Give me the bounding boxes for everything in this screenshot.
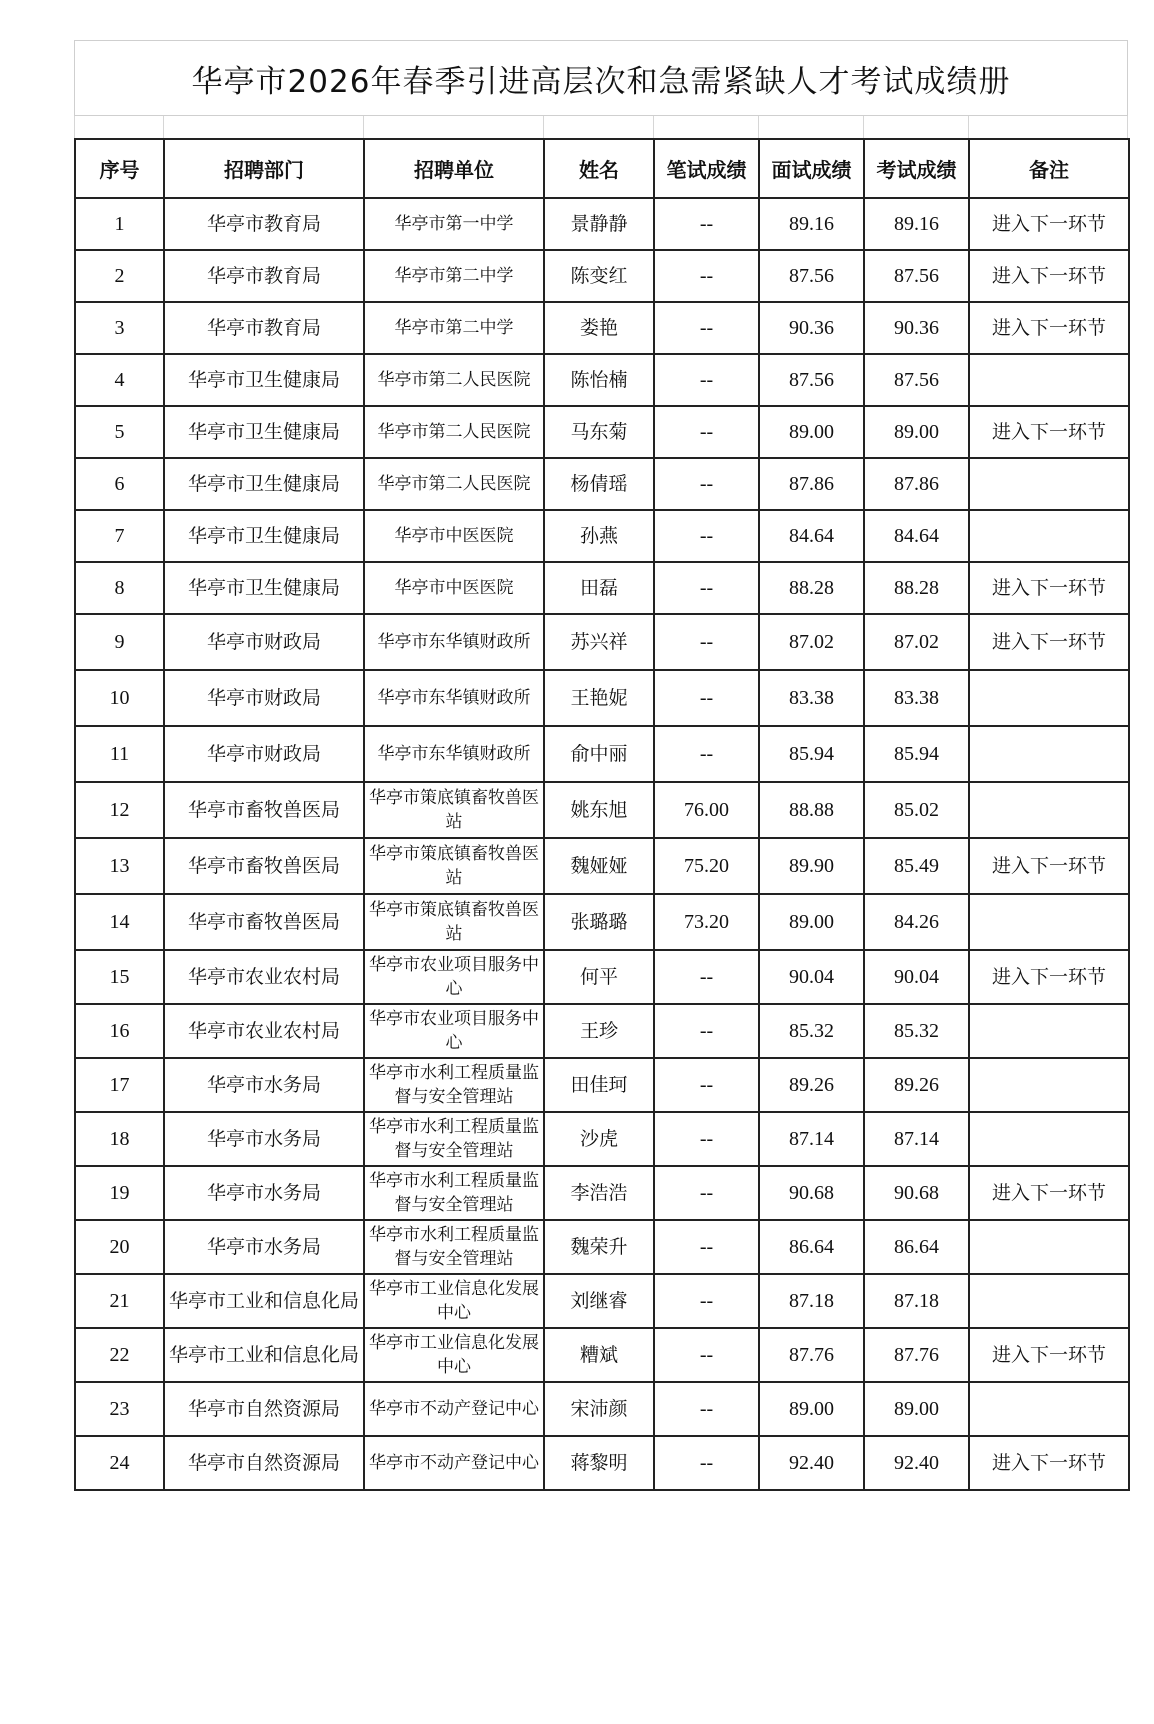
cell-note (969, 1382, 1129, 1436)
cell-note: 进入下一环节 (969, 1436, 1129, 1490)
blank-cell (758, 116, 863, 138)
cell-total-score: 90.04 (864, 950, 969, 1004)
table-row (75, 1436, 1129, 1490)
cell-written-score: 76.00 (654, 782, 759, 838)
cell-total-score: 88.28 (864, 562, 969, 614)
cell-department: 华亭市卫生健康局 (164, 354, 364, 406)
cell-name: 姚东旭 (544, 782, 654, 838)
cell-note: 进入下一环节 (969, 838, 1129, 894)
cell-total-score: 87.86 (864, 458, 969, 510)
cell-department: 华亭市卫生健康局 (164, 458, 364, 510)
cell-total-score: 87.56 (864, 250, 969, 302)
cell-department: 华亭市财政局 (164, 670, 364, 726)
cell-written-score: -- (654, 614, 759, 670)
cell-written-score: -- (654, 1112, 759, 1166)
cell-serial-number: 23 (75, 1382, 164, 1436)
cell-interview-score: 87.56 (759, 354, 864, 406)
cell-department: 华亭市畜牧兽医局 (164, 782, 364, 838)
cell-serial-number: 8 (75, 562, 164, 614)
cell-total-score: 85.49 (864, 838, 969, 894)
cell-written-score: -- (654, 670, 759, 726)
cell-name: 田磊 (544, 562, 654, 614)
cell-total-score: 90.36 (864, 302, 969, 354)
cell-note: 进入下一环节 (969, 1166, 1129, 1220)
cell-written-score: 75.20 (654, 838, 759, 894)
cell-department: 华亭市工业和信息化局 (164, 1274, 364, 1328)
cell-department: 华亭市水务局 (164, 1166, 364, 1220)
table-row (75, 250, 1129, 302)
cell-interview-score: 90.36 (759, 302, 864, 354)
cell-unit: 华亭市水利工程质量监督与安全管理站 (364, 1220, 544, 1274)
cell-interview-score: 88.28 (759, 562, 864, 614)
cell-unit: 华亭市农业项目服务中心 (364, 950, 544, 1004)
cell-written-score: -- (654, 1004, 759, 1058)
table-row (75, 406, 1129, 458)
cell-unit: 华亭市策底镇畜牧兽医站 (364, 894, 544, 950)
cell-serial-number: 13 (75, 838, 164, 894)
cell-name: 李浩浩 (544, 1166, 654, 1220)
cell-name: 糟斌 (544, 1328, 654, 1382)
table-row (75, 894, 1129, 950)
cell-name: 王珍 (544, 1004, 654, 1058)
cell-total-score: 90.68 (864, 1166, 969, 1220)
cell-unit: 华亭市中医医院 (364, 562, 544, 614)
cell-written-score: -- (654, 1274, 759, 1328)
cell-interview-score: 90.68 (759, 1166, 864, 1220)
cell-written-score: -- (654, 562, 759, 614)
header-serial-number: 序号 (75, 139, 164, 198)
cell-unit: 华亭市工业信息化发展中心 (364, 1274, 544, 1328)
cell-unit: 华亭市东华镇财政所 (364, 670, 544, 726)
cell-unit: 华亭市第一中学 (364, 198, 544, 250)
cell-written-score: -- (654, 406, 759, 458)
cell-serial-number: 16 (75, 1004, 164, 1058)
cell-interview-score: 84.64 (759, 510, 864, 562)
cell-department: 华亭市畜牧兽医局 (164, 894, 364, 950)
table-row (75, 1328, 1129, 1382)
cell-name: 孙燕 (544, 510, 654, 562)
cell-department: 华亭市教育局 (164, 302, 364, 354)
cell-note (969, 1274, 1129, 1328)
cell-written-score: -- (654, 1058, 759, 1112)
cell-serial-number: 15 (75, 950, 164, 1004)
cell-serial-number: 1 (75, 198, 164, 250)
header-unit: 招聘单位 (364, 139, 544, 198)
cell-serial-number: 19 (75, 1166, 164, 1220)
table-row (75, 198, 1129, 250)
cell-written-score: -- (654, 1328, 759, 1382)
cell-total-score: 87.14 (864, 1112, 969, 1166)
cell-department: 华亭市卫生健康局 (164, 406, 364, 458)
cell-name: 何平 (544, 950, 654, 1004)
table-row (75, 1274, 1129, 1328)
cell-interview-score: 87.14 (759, 1112, 864, 1166)
cell-written-score: -- (654, 1436, 759, 1490)
table-row (75, 950, 1129, 1004)
cell-serial-number: 4 (75, 354, 164, 406)
cell-total-score: 85.94 (864, 726, 969, 782)
cell-interview-score: 87.76 (759, 1328, 864, 1382)
cell-note (969, 1220, 1129, 1274)
table-header-row (75, 139, 1129, 198)
cell-interview-score: 89.00 (759, 894, 864, 950)
cell-serial-number: 9 (75, 614, 164, 670)
cell-total-score: 85.02 (864, 782, 969, 838)
cell-written-score: -- (654, 302, 759, 354)
cell-written-score: 73.20 (654, 894, 759, 950)
cell-note (969, 670, 1129, 726)
cell-unit: 华亭市策底镇畜牧兽医站 (364, 838, 544, 894)
header-department: 招聘部门 (164, 139, 364, 198)
table-row (75, 1112, 1129, 1166)
blank-cell (74, 116, 163, 138)
blank-cell (543, 116, 653, 138)
cell-note: 进入下一环节 (969, 406, 1129, 458)
cell-name: 沙虎 (544, 1112, 654, 1166)
cell-note (969, 726, 1129, 782)
score-table (74, 138, 1130, 1491)
cell-name: 魏荣升 (544, 1220, 654, 1274)
blank-cell (653, 116, 758, 138)
cell-total-score: 83.38 (864, 670, 969, 726)
cell-interview-score: 85.94 (759, 726, 864, 782)
cell-department: 华亭市财政局 (164, 614, 364, 670)
cell-total-score: 86.64 (864, 1220, 969, 1274)
cell-note (969, 1058, 1129, 1112)
table-row (75, 1166, 1129, 1220)
cell-written-score: -- (654, 1166, 759, 1220)
cell-interview-score: 87.56 (759, 250, 864, 302)
cell-name: 田佳珂 (544, 1058, 654, 1112)
cell-unit: 华亭市第二中学 (364, 302, 544, 354)
cell-total-score: 84.64 (864, 510, 969, 562)
header-written-score: 笔试成绩 (654, 139, 759, 198)
cell-department: 华亭市水务局 (164, 1220, 364, 1274)
cell-interview-score: 83.38 (759, 670, 864, 726)
cell-written-score: -- (654, 950, 759, 1004)
cell-note (969, 510, 1129, 562)
cell-total-score: 87.18 (864, 1274, 969, 1328)
cell-unit: 华亭市第二人民医院 (364, 406, 544, 458)
cell-note: 进入下一环节 (969, 198, 1129, 250)
table-row (75, 1382, 1129, 1436)
blank-cell (163, 116, 363, 138)
cell-unit: 华亭市不动产登记中心 (364, 1382, 544, 1436)
cell-interview-score: 89.00 (759, 406, 864, 458)
cell-department: 华亭市教育局 (164, 250, 364, 302)
cell-name: 俞中丽 (544, 726, 654, 782)
cell-total-score: 84.26 (864, 894, 969, 950)
cell-name: 张璐璐 (544, 894, 654, 950)
cell-note (969, 782, 1129, 838)
cell-serial-number: 20 (75, 1220, 164, 1274)
cell-note: 进入下一环节 (969, 950, 1129, 1004)
cell-total-score: 92.40 (864, 1436, 969, 1490)
cell-unit: 华亭市不动产登记中心 (364, 1436, 544, 1490)
cell-department: 华亭市水务局 (164, 1112, 364, 1166)
header-note: 备注 (969, 139, 1129, 198)
cell-serial-number: 6 (75, 458, 164, 510)
cell-serial-number: 10 (75, 670, 164, 726)
cell-name: 刘继睿 (544, 1274, 654, 1328)
cell-unit: 华亭市水利工程质量监督与安全管理站 (364, 1112, 544, 1166)
cell-serial-number: 5 (75, 406, 164, 458)
cell-name: 杨倩瑶 (544, 458, 654, 510)
cell-interview-score: 87.86 (759, 458, 864, 510)
table-row (75, 838, 1129, 894)
table-row (75, 670, 1129, 726)
table-row (75, 1004, 1129, 1058)
cell-total-score: 89.26 (864, 1058, 969, 1112)
table-row (75, 562, 1129, 614)
blank-header-row (74, 115, 1128, 138)
cell-serial-number: 14 (75, 894, 164, 950)
cell-name: 陈怡楠 (544, 354, 654, 406)
cell-interview-score: 85.32 (759, 1004, 864, 1058)
cell-serial-number: 22 (75, 1328, 164, 1382)
cell-interview-score: 89.00 (759, 1382, 864, 1436)
cell-department: 华亭市自然资源局 (164, 1382, 364, 1436)
cell-written-score: -- (654, 510, 759, 562)
cell-name: 陈变红 (544, 250, 654, 302)
cell-serial-number: 3 (75, 302, 164, 354)
cell-interview-score: 87.18 (759, 1274, 864, 1328)
cell-department: 华亭市自然资源局 (164, 1436, 364, 1490)
cell-department: 华亭市财政局 (164, 726, 364, 782)
cell-unit: 华亭市第二中学 (364, 250, 544, 302)
cell-written-score: -- (654, 458, 759, 510)
cell-total-score: 87.56 (864, 354, 969, 406)
cell-unit: 华亭市水利工程质量监督与安全管理站 (364, 1166, 544, 1220)
cell-serial-number: 2 (75, 250, 164, 302)
table-row (75, 782, 1129, 838)
cell-department: 华亭市水务局 (164, 1058, 364, 1112)
cell-interview-score: 86.64 (759, 1220, 864, 1274)
cell-unit: 华亭市农业项目服务中心 (364, 1004, 544, 1058)
blank-cell (363, 116, 543, 138)
cell-unit: 华亭市中医医院 (364, 510, 544, 562)
cell-total-score: 89.16 (864, 198, 969, 250)
cell-total-score: 89.00 (864, 1382, 969, 1436)
score-sheet (74, 40, 1128, 1491)
cell-name: 蒋黎明 (544, 1436, 654, 1490)
cell-note (969, 894, 1129, 950)
table-row (75, 726, 1129, 782)
cell-unit: 华亭市东华镇财政所 (364, 726, 544, 782)
cell-note (969, 1004, 1129, 1058)
cell-department: 华亭市农业农村局 (164, 1004, 364, 1058)
cell-unit: 华亭市工业信息化发展中心 (364, 1328, 544, 1382)
table-row (75, 302, 1129, 354)
cell-note (969, 1112, 1129, 1166)
cell-written-score: -- (654, 354, 759, 406)
cell-serial-number: 11 (75, 726, 164, 782)
blank-cell (863, 116, 968, 138)
cell-total-score: 87.02 (864, 614, 969, 670)
header-interview-score: 面试成绩 (759, 139, 864, 198)
table-row (75, 614, 1129, 670)
cell-note: 进入下一环节 (969, 250, 1129, 302)
cell-serial-number: 21 (75, 1274, 164, 1328)
cell-written-score: -- (654, 726, 759, 782)
cell-serial-number: 12 (75, 782, 164, 838)
cell-name: 宋沛颜 (544, 1382, 654, 1436)
cell-total-score: 87.76 (864, 1328, 969, 1382)
cell-note: 进入下一环节 (969, 614, 1129, 670)
cell-department: 华亭市教育局 (164, 198, 364, 250)
cell-note: 进入下一环节 (969, 1328, 1129, 1382)
cell-interview-score: 92.40 (759, 1436, 864, 1490)
cell-name: 王艳妮 (544, 670, 654, 726)
cell-interview-score: 87.02 (759, 614, 864, 670)
cell-department: 华亭市畜牧兽医局 (164, 838, 364, 894)
cell-department: 华亭市工业和信息化局 (164, 1328, 364, 1382)
cell-department: 华亭市卫生健康局 (164, 562, 364, 614)
header-total-score: 考试成绩 (864, 139, 969, 198)
cell-interview-score: 89.90 (759, 838, 864, 894)
cell-written-score: -- (654, 198, 759, 250)
table-row (75, 458, 1129, 510)
cell-note: 进入下一环节 (969, 302, 1129, 354)
cell-serial-number: 18 (75, 1112, 164, 1166)
cell-name: 娄艳 (544, 302, 654, 354)
cell-written-score: -- (654, 250, 759, 302)
cell-interview-score: 89.16 (759, 198, 864, 250)
table-row (75, 1058, 1129, 1112)
table-row (75, 354, 1129, 406)
blank-cell (968, 116, 1128, 138)
cell-name: 苏兴祥 (544, 614, 654, 670)
cell-note: 进入下一环节 (969, 562, 1129, 614)
cell-total-score: 85.32 (864, 1004, 969, 1058)
cell-name: 魏娅娅 (544, 838, 654, 894)
cell-total-score: 89.00 (864, 406, 969, 458)
cell-department: 华亭市农业农村局 (164, 950, 364, 1004)
cell-written-score: -- (654, 1382, 759, 1436)
cell-unit: 华亭市水利工程质量监督与安全管理站 (364, 1058, 544, 1112)
table-row (75, 510, 1129, 562)
cell-interview-score: 90.04 (759, 950, 864, 1004)
header-name: 姓名 (544, 139, 654, 198)
cell-name: 景静静 (544, 198, 654, 250)
cell-unit: 华亭市策底镇畜牧兽医站 (364, 782, 544, 838)
document-title: 华亭市2026年春季引进高层次和急需紧缺人才考试成绩册 (74, 40, 1128, 115)
cell-serial-number: 24 (75, 1436, 164, 1490)
cell-name: 马东菊 (544, 406, 654, 458)
cell-unit: 华亭市第二人民医院 (364, 354, 544, 406)
cell-note (969, 354, 1129, 406)
cell-interview-score: 88.88 (759, 782, 864, 838)
cell-serial-number: 17 (75, 1058, 164, 1112)
cell-department: 华亭市卫生健康局 (164, 510, 364, 562)
cell-note (969, 458, 1129, 510)
table-row (75, 1220, 1129, 1274)
cell-interview-score: 89.26 (759, 1058, 864, 1112)
cell-unit: 华亭市东华镇财政所 (364, 614, 544, 670)
cell-serial-number: 7 (75, 510, 164, 562)
cell-written-score: -- (654, 1220, 759, 1274)
cell-unit: 华亭市第二人民医院 (364, 458, 544, 510)
